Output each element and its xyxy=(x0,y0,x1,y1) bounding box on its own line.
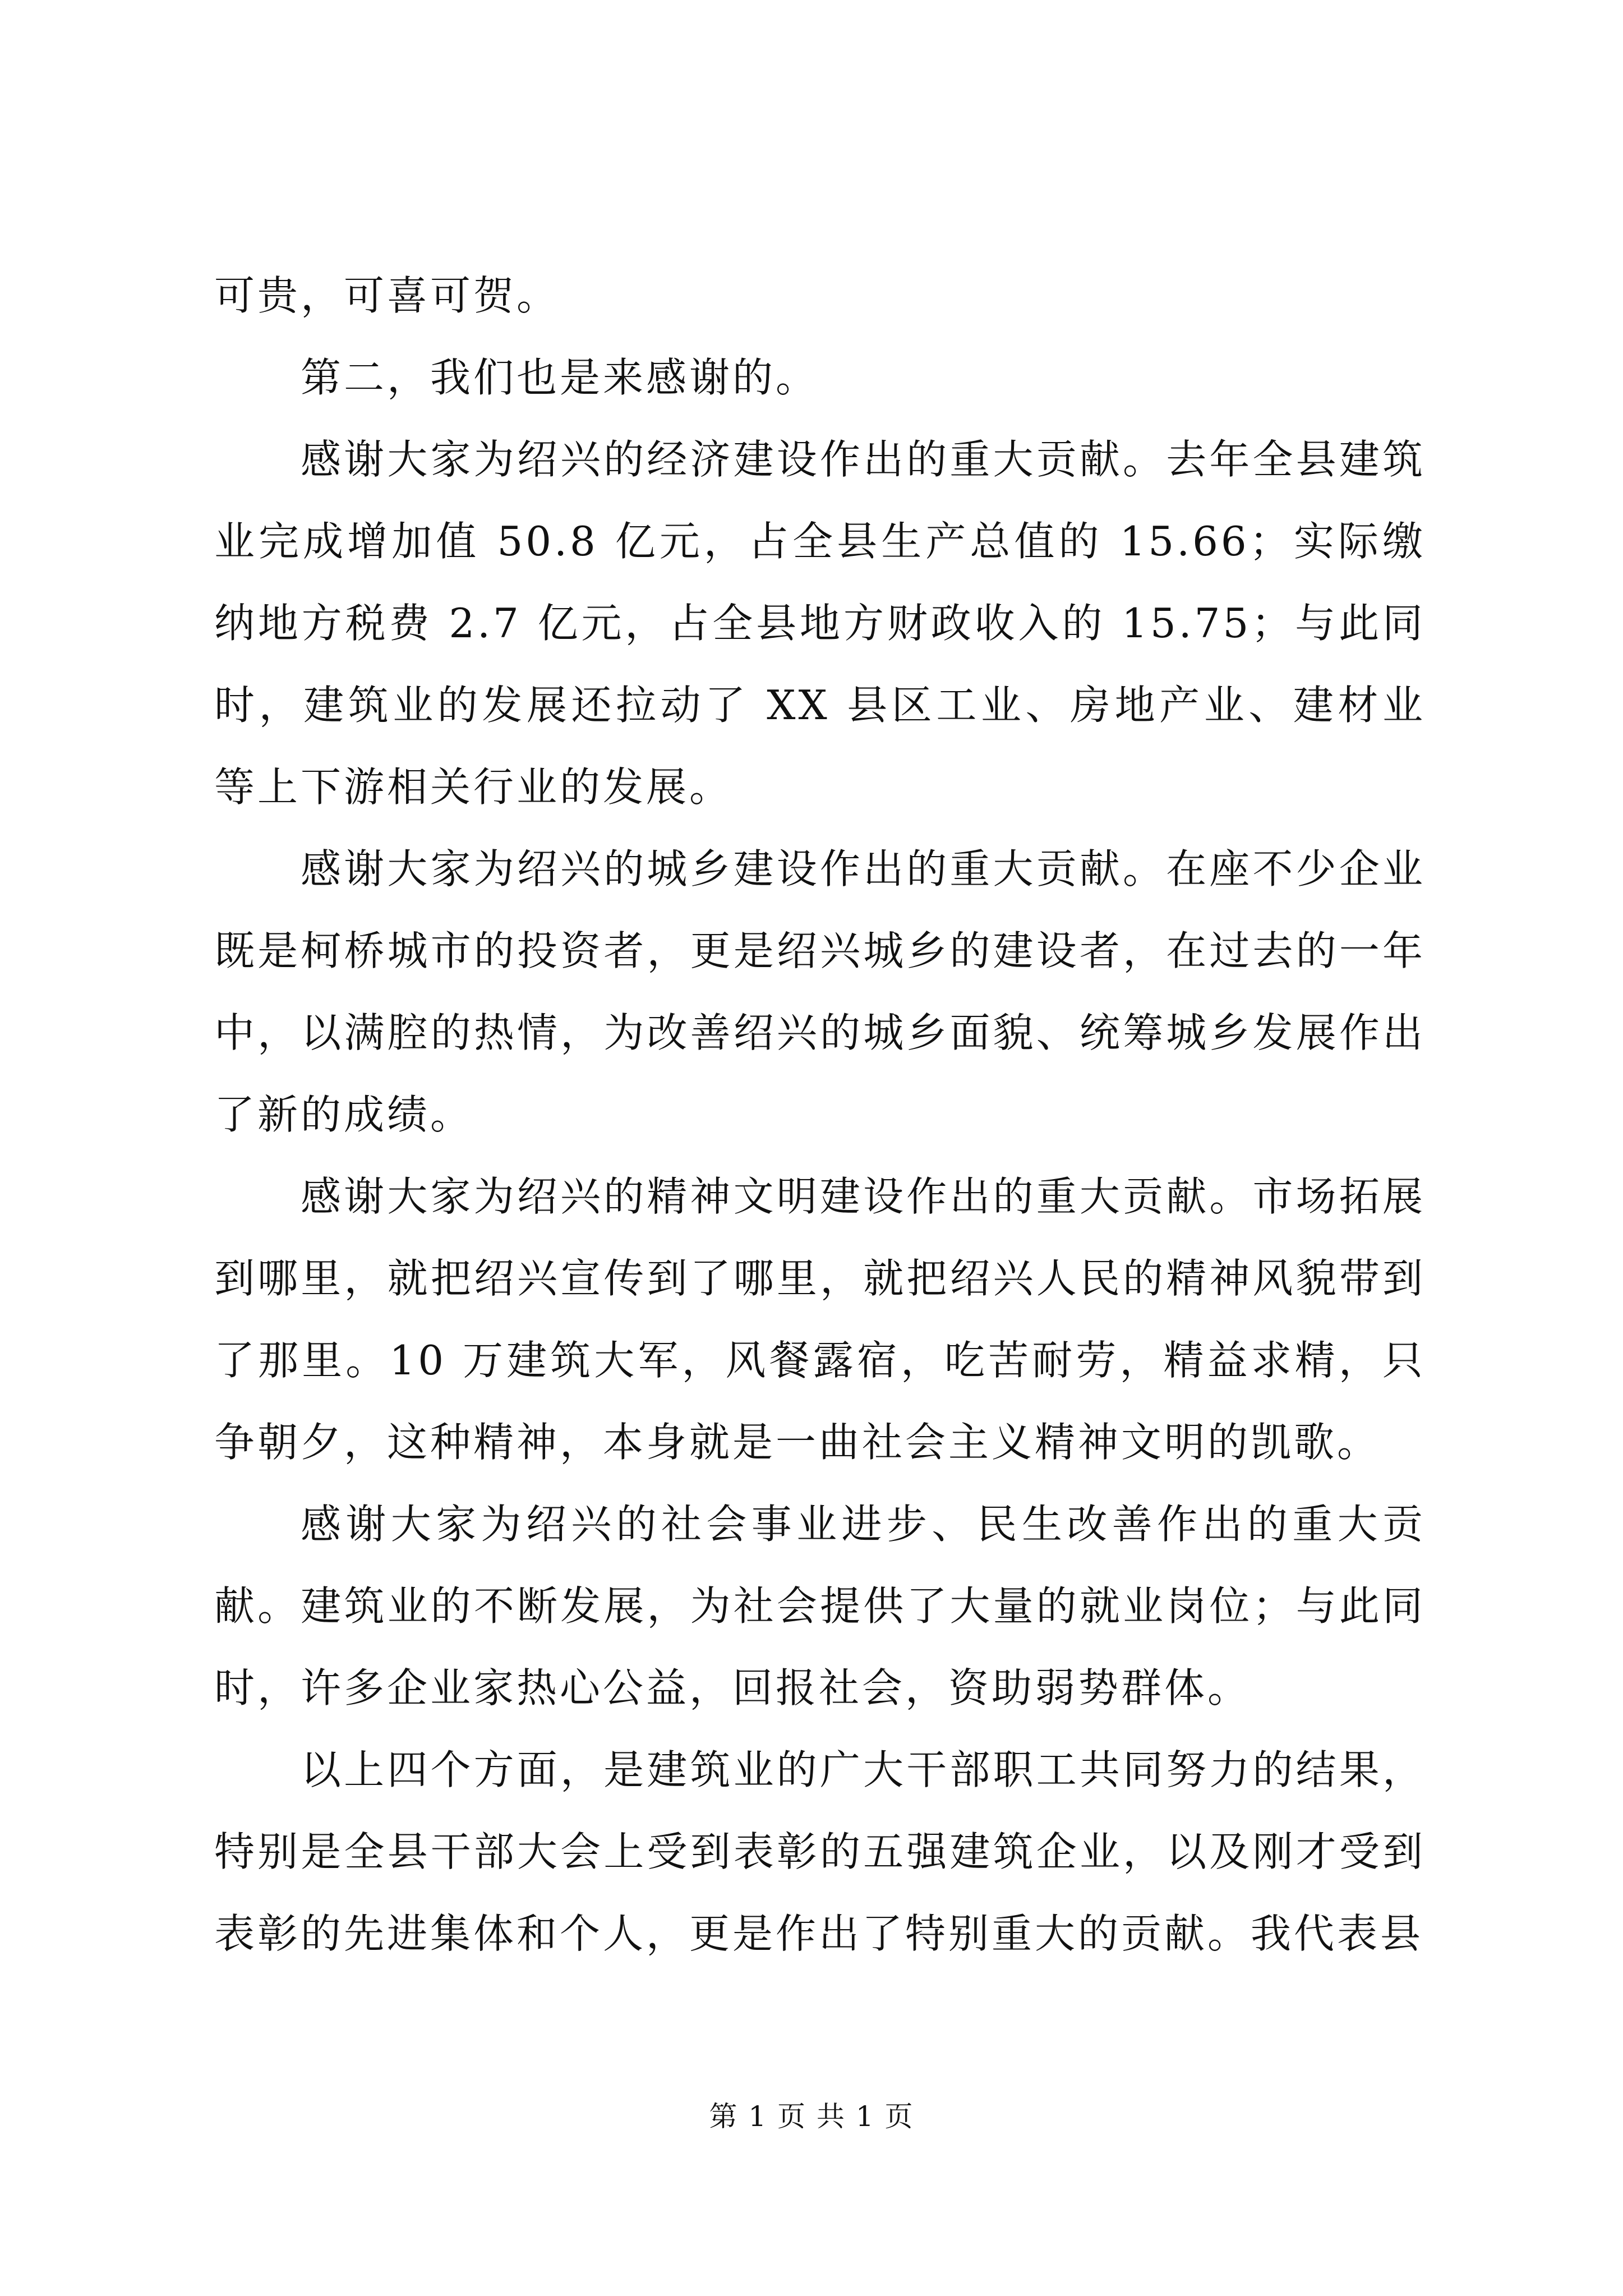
document-body xyxy=(214,255,1426,1975)
page-number-label: 第 1 页 共 1 页 xyxy=(709,2100,914,2133)
paragraph-1: 可贵，可喜可贺。 xyxy=(214,272,560,319)
paragraph-6: 感谢大家为绍兴的社会事业进步、民生改善作出的重大贡献。建筑业的不断发展，为社会提供了大量的就业岗位；与此同时，许多企业家热心公益，回报社会，资助弱势群体。 xyxy=(214,1501,1426,1711)
paragraph-3: 感谢大家为绍兴的经济建设作出的重大贡献。去年全县建筑业完成增加值 50.8 亿元，占全县生产总值的 15.66；实际缴纳地方税费 2.7 亿元，占全县地方财政收入的 15.75；与此同时，建筑业的发展还拉动了 XX 县区工业、房地产业、建材业等上下游相关行业的发展。 xyxy=(214,436,1426,811)
paragraph-4: 感谢大家为绍兴的城乡建设作出的重大贡献。在座不少企业既是柯桥城市的投资者，更是绍兴城乡的建设者，在过去的一年中，以满腔的热情，为改善绍兴的城乡面貌、统筹城乡发展作出了新的成绩。 xyxy=(214,845,1426,1138)
paragraph-2: 第二，我们也是来感谢的。 xyxy=(301,354,819,401)
paragraph-7: 以上四个方面，是建筑业的广大干部职工共同努力的结果，特别是全县干部大会上受到表彰的五强建筑企业，以及刚才受到表彰的先进集体和个人，更是作出了特别重大的贡献。我代表县 xyxy=(214,1746,1426,1957)
paragraph-5: 感谢大家为绍兴的精神文明建设作出的重大贡献。市场拓展到哪里，就把绍兴宣传到了哪里，就把绍兴人民的精神风貌带到了那里。10 万建筑大军，风餐露宿，吃苦耐劳，精益求精，只争朝夕，这种精神，本身就是一曲社会主义精神文明的凯歌。 xyxy=(214,1173,1426,1466)
page-footer xyxy=(0,2097,1623,2136)
